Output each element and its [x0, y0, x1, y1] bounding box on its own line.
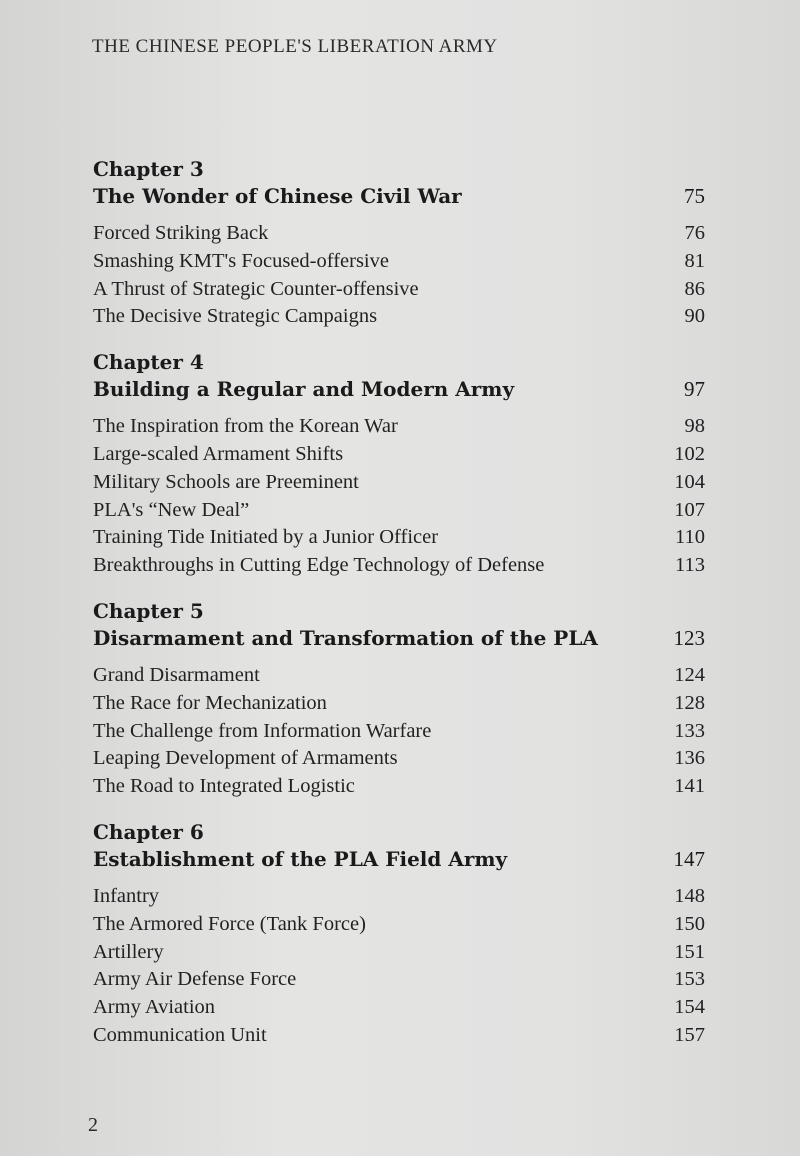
entry-title: The Inspiration from the Korean War [93, 415, 398, 438]
chapter-title: The Wonder of Chinese Civil War [93, 184, 462, 208]
chapter-label: Chapter 4 [93, 350, 204, 375]
toc-entry[interactable] [93, 966, 705, 994]
entry-title: The Armored Force (Tank Force) [93, 912, 366, 935]
chapter-title-row[interactable] [93, 376, 705, 403]
entry-title: Grand Disarmament [93, 663, 260, 686]
entry-page-number: 76 [684, 222, 705, 244]
toc-entry[interactable] [93, 1022, 705, 1050]
running-head: THE CHINESE PEOPLE'S LIBERATION ARMY [92, 36, 498, 57]
chapter-title-row[interactable] [93, 183, 705, 210]
entry-title: Military Schools are Preeminent [93, 470, 359, 493]
chapter-label: Chapter 6 [93, 819, 204, 844]
chapter-section [93, 598, 705, 801]
toc-entry[interactable] [93, 552, 705, 580]
toc-entry[interactable] [93, 220, 705, 248]
entry-page-number: 157 [674, 1023, 705, 1046]
chapter-title-row[interactable] [93, 625, 705, 652]
entry-page-number: 141 [674, 775, 705, 798]
entry-page-number: 107 [674, 498, 705, 521]
chapter-page-number: 147 [673, 846, 705, 871]
toc-entry[interactable] [93, 413, 705, 441]
entry-title: The Road to Integrated Logistic [93, 775, 355, 798]
chapter-section [93, 349, 705, 580]
chapter-page-number: 123 [673, 625, 705, 650]
toc-entry[interactable] [93, 248, 705, 276]
toc-entry[interactable] [93, 524, 705, 552]
entry-title: Large-scaled Armament Shifts [93, 442, 344, 465]
chapter-title-row[interactable] [93, 846, 705, 873]
toc-entry[interactable] [93, 745, 705, 773]
entry-page-number: 133 [674, 719, 705, 742]
entry-page-number: 81 [684, 249, 705, 272]
toc-entry[interactable] [93, 690, 705, 718]
entry-title: Artillery [93, 940, 164, 963]
entry-title: Forced Striking Back [93, 222, 269, 244]
toc-entry[interactable] [93, 469, 705, 497]
entry-page-number: 150 [674, 912, 705, 935]
entry-page-number: 124 [674, 663, 705, 686]
entry-title: Training Tide Initiated by a Junior Officer [93, 526, 439, 549]
chapter-label: Chapter 5 [93, 598, 204, 623]
entry-title: The Race for Mechanization [93, 691, 327, 714]
entry-title: PLA's “New Deal” [93, 498, 250, 521]
toc-entry[interactable] [93, 883, 705, 911]
entry-page-number: 110 [675, 526, 705, 549]
entry-page-number: 90 [684, 305, 705, 328]
toc-entry[interactable] [93, 911, 705, 939]
toc-entry[interactable] [93, 303, 705, 331]
entry-page-number: 86 [684, 277, 705, 300]
entry-title: Communication Unit [93, 1023, 267, 1046]
table-of-contents [93, 156, 705, 1068]
entry-page-number: 98 [684, 415, 705, 438]
entry-page-number: 102 [674, 442, 705, 465]
toc-entry[interactable] [93, 994, 705, 1022]
chapter-section [93, 156, 705, 331]
entry-title: Leaping Development of Armaments [93, 747, 398, 770]
entry-title: Breakthroughs in Cutting Edge Technology of Defense [93, 554, 545, 577]
entry-page-number: 153 [674, 968, 705, 991]
page-number: 2 [88, 1114, 98, 1136]
chapter-label: Chapter 3 [93, 157, 204, 181]
entry-page-number: 151 [674, 940, 705, 963]
chapter-title: Building a Regular and Modern Army [93, 377, 515, 402]
entry-page-number: 136 [674, 747, 705, 770]
toc-entry[interactable] [93, 276, 705, 304]
entry-title: A Thrust of Strategic Counter-offensive [93, 277, 419, 300]
toc-entry[interactable] [93, 662, 705, 690]
entry-title: Infantry [93, 884, 160, 907]
entry-page-number: 113 [675, 554, 705, 577]
entry-title: The Decisive Strategic Campaigns [93, 305, 378, 328]
toc-entry[interactable] [93, 497, 705, 525]
toc-entry[interactable] [93, 441, 705, 469]
entry-page-number: 128 [674, 691, 705, 714]
chapter-page-number: 97 [684, 377, 705, 402]
entry-page-number: 154 [674, 996, 705, 1019]
chapter-title: Disarmament and Transformation of the PLA [93, 625, 598, 650]
entry-title: Army Air Defense Force [93, 968, 297, 991]
chapter-page-number: 75 [684, 184, 705, 208]
toc-entry[interactable] [93, 939, 705, 967]
chapter-title: Establishment of the PLA Field Army [93, 846, 508, 871]
entry-page-number: 148 [674, 884, 705, 907]
chapter-section [93, 819, 705, 1050]
toc-entry[interactable] [93, 718, 705, 746]
entry-title: Smashing KMT's Focused-offersive [93, 249, 389, 272]
entry-page-number: 104 [674, 470, 705, 493]
entry-title: Army Aviation [93, 996, 216, 1019]
toc-entry[interactable] [93, 773, 705, 801]
entry-title: The Challenge from Information Warfare [93, 719, 432, 742]
